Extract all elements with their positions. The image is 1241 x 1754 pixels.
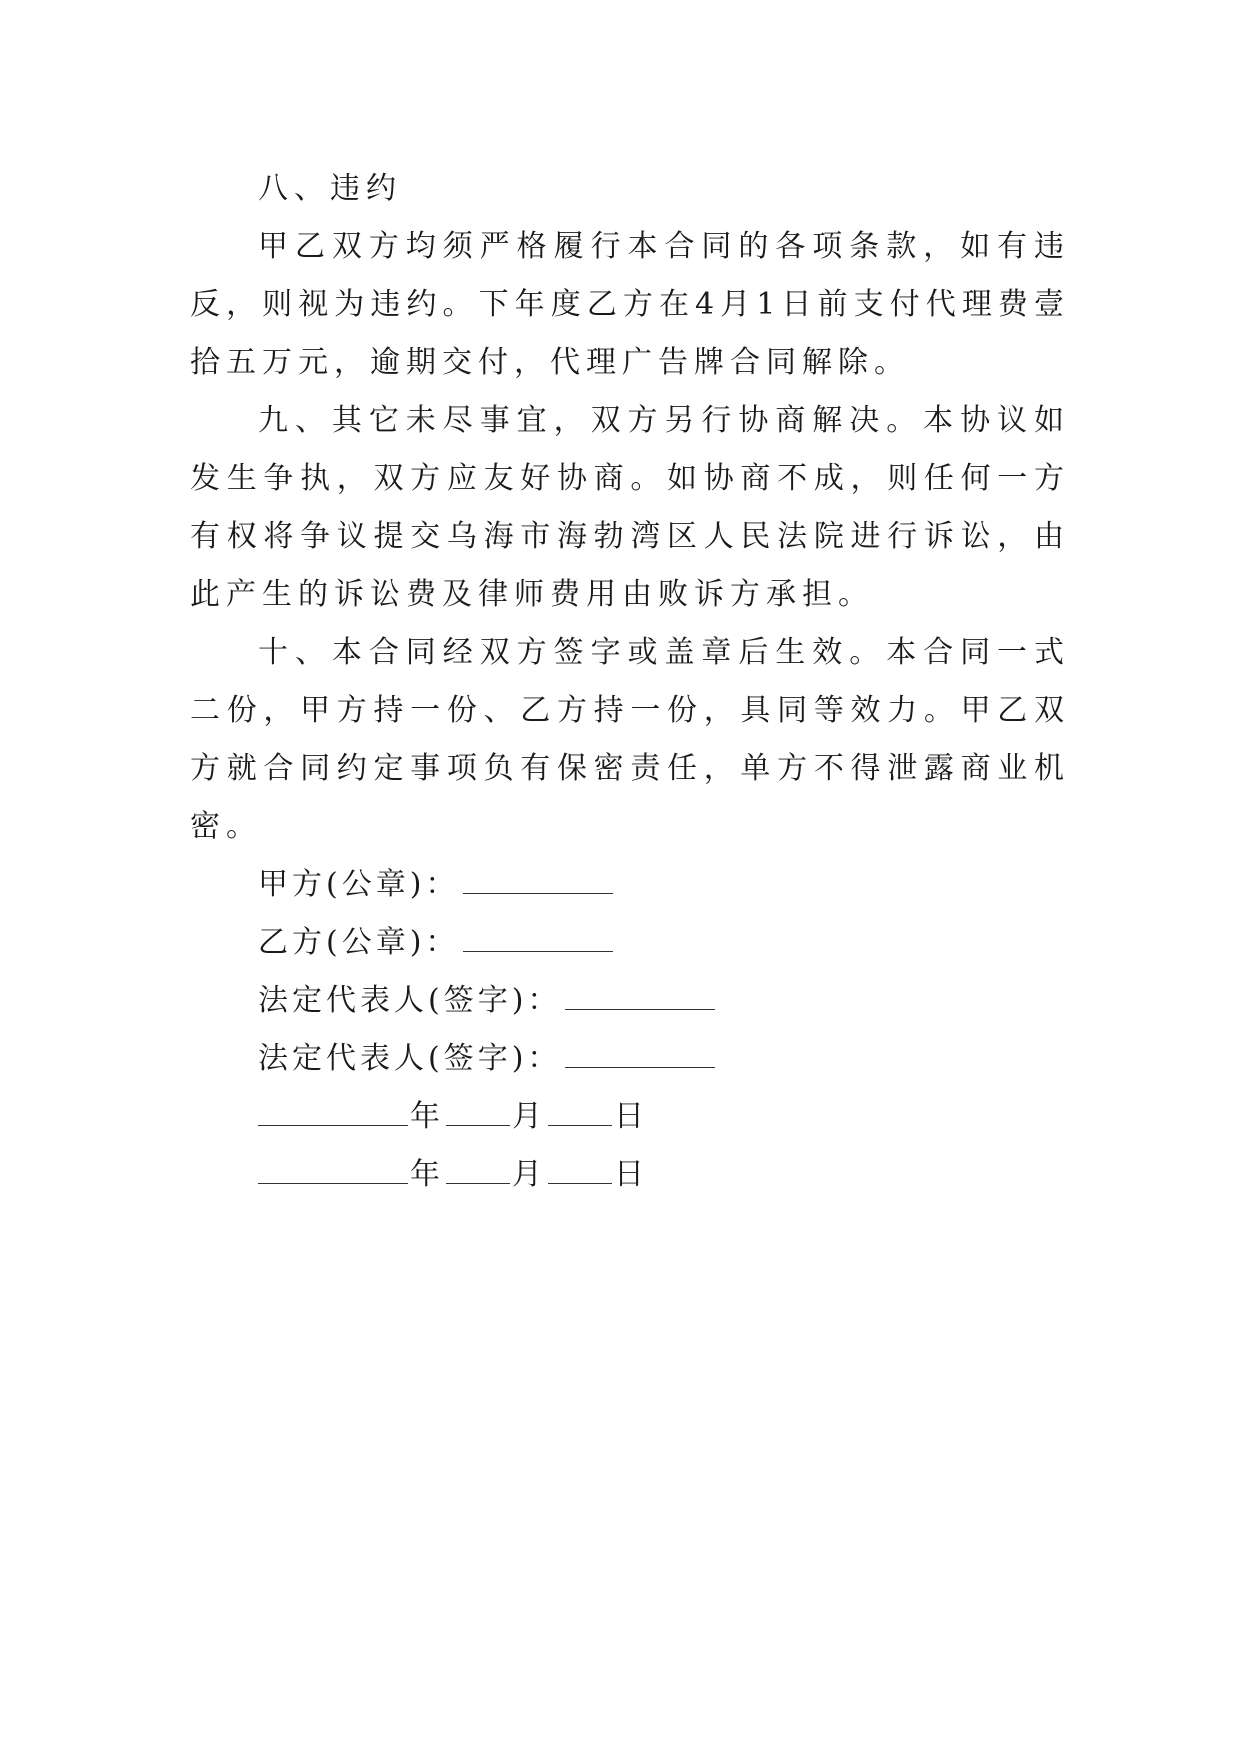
representative-a-label: 法定代表人(签字)：	[258, 983, 562, 1018]
party-b-label: 乙方(公章)：	[258, 925, 460, 960]
date-line-2	[190, 1146, 1070, 1204]
month-label: 月	[512, 1099, 546, 1134]
month-blank	[446, 1161, 510, 1184]
section-9-body: 九、其它未尽事宜，双方另行协商解决。本协议如发生争执，双方应友好协商。如协商不成，则任何一方有权将争议提交乌海市海勃湾区人民法院进行诉讼，由此产生的诉讼费及律师费用由败诉方承担。	[190, 403, 1070, 612]
representative-a-signature-line	[190, 972, 1070, 1030]
representative-a-blank	[565, 987, 715, 1010]
day-label: 日	[614, 1099, 648, 1134]
year-label: 年	[410, 1099, 444, 1134]
day-blank	[548, 1161, 612, 1184]
section-10-body: 十、本合同经双方签字或盖章后生效。本合同一式二份，甲方持一份、乙方持一份，具同等效力。甲乙双方就合同约定事项负有保密责任，单方不得泄露商业机密。	[190, 635, 1070, 844]
representative-b-blank	[565, 1045, 715, 1068]
representative-b-label: 法定代表人(签字)：	[258, 1041, 562, 1076]
year-label: 年	[410, 1157, 444, 1192]
date-line-1	[190, 1088, 1070, 1146]
month-label: 月	[512, 1157, 546, 1192]
party-b-signature-line	[190, 914, 1070, 972]
day-blank	[548, 1103, 612, 1126]
party-b-blank	[463, 929, 613, 952]
party-a-blank	[463, 871, 613, 894]
year-blank	[258, 1161, 408, 1184]
section-8-body: 甲乙双方均须严格履行本合同的各项条款，如有违反，则视为违约。下年度乙方在4月1日前支付代理费壹拾五万元，逾期交付，代理广告牌合同解除。	[190, 229, 1070, 380]
representative-b-signature-line	[190, 1030, 1070, 1088]
year-blank	[258, 1103, 408, 1126]
month-blank	[446, 1103, 510, 1126]
section-8-heading: 八、违约	[258, 171, 402, 206]
party-a-label: 甲方(公章)：	[258, 867, 460, 902]
document-content	[190, 160, 1070, 1204]
day-label: 日	[614, 1157, 648, 1192]
party-a-signature-line	[190, 856, 1070, 914]
